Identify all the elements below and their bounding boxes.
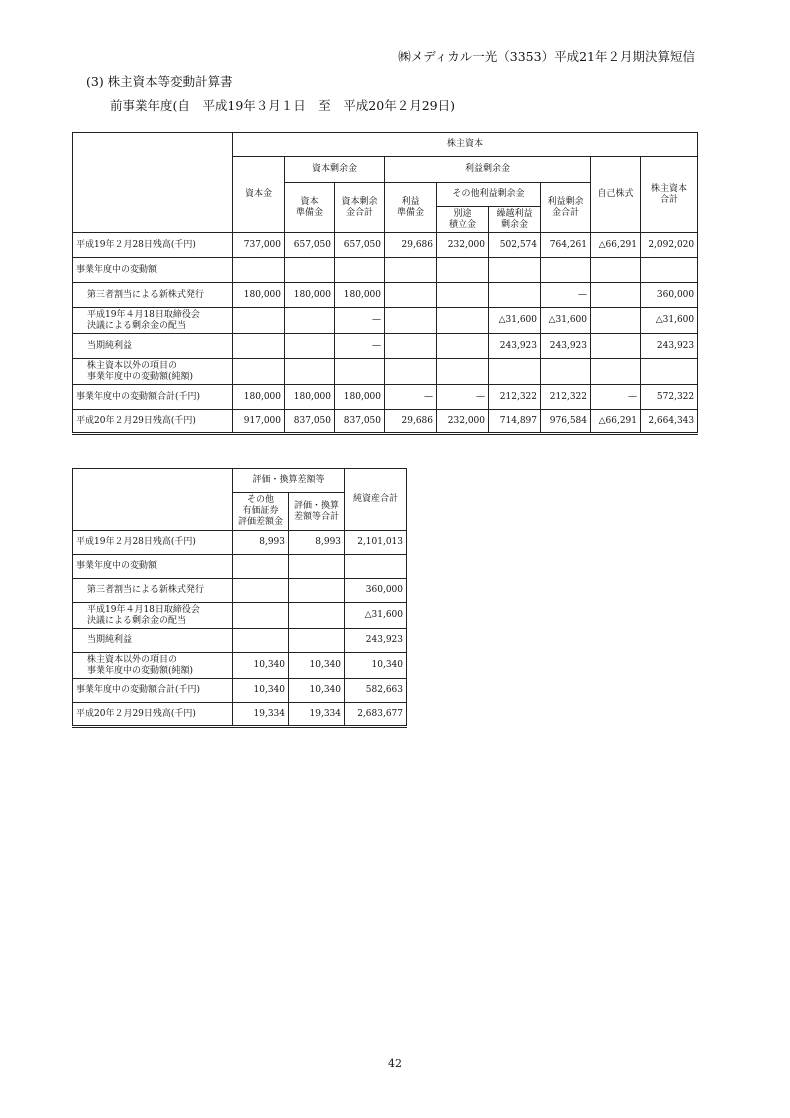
row-label: 事業年度中の変動額 xyxy=(73,555,233,579)
value-cell: 10,340 xyxy=(289,653,345,679)
retained-earnings-header: 利益剰余金 xyxy=(385,157,591,183)
value-cell xyxy=(233,308,285,334)
value-cell: 714,897 xyxy=(489,410,541,434)
table-row xyxy=(73,629,407,653)
table-row xyxy=(73,385,698,410)
value-cell: 180,000 xyxy=(285,283,335,308)
value-cell: 360,000 xyxy=(345,579,407,603)
value-cell: △66,291 xyxy=(591,233,641,258)
value-cell: 243,923 xyxy=(489,334,541,359)
value-cell: 243,923 xyxy=(345,629,407,653)
value-cell xyxy=(233,359,285,385)
value-cell xyxy=(541,258,591,283)
legal-reserve-header: 利益 準備金 xyxy=(385,183,437,233)
value-cell: 10,340 xyxy=(233,653,289,679)
value-cell: 657,050 xyxy=(335,233,385,258)
row-label: 平成20年２月29日残高(千円) xyxy=(73,703,233,727)
value-cell xyxy=(385,283,437,308)
value-cell: 360,000 xyxy=(641,283,698,308)
value-cell: 212,322 xyxy=(489,385,541,410)
value-cell: 2,101,013 xyxy=(345,531,407,555)
value-cell: 657,050 xyxy=(285,233,335,258)
value-cell xyxy=(285,334,335,359)
value-cell: 232,000 xyxy=(437,410,489,434)
value-cell xyxy=(289,603,345,629)
row-label: 当期純利益 xyxy=(73,629,233,653)
value-cell xyxy=(437,334,489,359)
value-cell: 2,092,020 xyxy=(641,233,698,258)
table-row xyxy=(73,334,698,359)
value-cell xyxy=(289,555,345,579)
value-cell: △31,600 xyxy=(489,308,541,334)
retained-total-header: 利益剰余 金合計 xyxy=(541,183,591,233)
company-header: ㈱メディカル一光（3353）平成21年２月期決算短信 xyxy=(398,49,695,64)
blank-corner-cell xyxy=(73,469,233,531)
row-label: 平成19年２月28日残高(千円) xyxy=(73,531,233,555)
value-cell xyxy=(641,359,698,385)
period-label: 前事業年度(自 平成19年３月１日 至 平成20年２月29日) xyxy=(110,98,455,113)
table-row xyxy=(73,679,407,703)
value-cell: 10,340 xyxy=(233,679,289,703)
row-label: 平成19年４月18日取締役会 決議による剰余金の配当 xyxy=(73,603,233,629)
value-cell xyxy=(285,258,335,283)
treasury-stock-header: 自己株式 xyxy=(591,157,641,233)
value-cell: 19,334 xyxy=(289,703,345,727)
value-cell: 180,000 xyxy=(335,385,385,410)
value-cell: 2,664,343 xyxy=(641,410,698,434)
value-cell xyxy=(437,258,489,283)
value-cell xyxy=(285,308,335,334)
value-cell xyxy=(591,359,641,385)
value-cell: △31,600 xyxy=(541,308,591,334)
value-cell: △31,600 xyxy=(641,308,698,334)
table-row xyxy=(73,283,698,308)
value-cell: 10,340 xyxy=(289,679,345,703)
value-cell: 502,574 xyxy=(489,233,541,258)
valuation-header: 評価・換算差額等 xyxy=(233,469,345,493)
value-cell: 212,322 xyxy=(541,385,591,410)
value-cell: 180,000 xyxy=(285,385,335,410)
value-cell xyxy=(591,283,641,308)
row-label: 平成19年４月18日取締役会 決議による剰余金の配当 xyxy=(73,308,233,334)
value-cell xyxy=(437,359,489,385)
value-cell xyxy=(345,555,407,579)
value-cell: 976,584 xyxy=(541,410,591,434)
table-row xyxy=(73,703,407,727)
value-cell: — xyxy=(591,385,641,410)
table-row xyxy=(73,579,407,603)
value-cell: 180,000 xyxy=(233,283,285,308)
value-cell: △66,291 xyxy=(591,410,641,434)
capital-reserve-header: 資本 準備金 xyxy=(285,183,335,233)
section-title: (3) 株主資本等変動計算書 xyxy=(86,74,233,89)
row-label: 当期純利益 xyxy=(73,334,233,359)
value-cell: 19,334 xyxy=(233,703,289,727)
other-securities-header: その他 有価証券 評価差額金 xyxy=(233,493,289,531)
value-cell: — xyxy=(335,334,385,359)
row-label: 平成20年２月29日残高(千円) xyxy=(73,410,233,434)
value-cell xyxy=(335,359,385,385)
row-label: 株主資本以外の項目の 事業年度中の変動額(純額) xyxy=(73,359,233,385)
value-cell xyxy=(285,359,335,385)
table-row xyxy=(73,258,698,283)
value-cell: 764,261 xyxy=(541,233,591,258)
value-cell: 232,000 xyxy=(437,233,489,258)
table-row xyxy=(73,555,407,579)
table-row xyxy=(73,308,698,334)
value-cell: 180,000 xyxy=(335,283,385,308)
value-cell xyxy=(489,258,541,283)
value-cell: 8,993 xyxy=(289,531,345,555)
value-cell: 243,923 xyxy=(541,334,591,359)
row-label: 第三者割当による新株式発行 xyxy=(73,579,233,603)
value-cell: △31,600 xyxy=(345,603,407,629)
row-label: 事業年度中の変動額合計(千円) xyxy=(73,385,233,410)
equity-changes-table xyxy=(72,132,698,435)
carried-forward-header: 繰越利益 剰余金 xyxy=(489,207,541,233)
value-cell xyxy=(289,579,345,603)
net-assets-total-header: 純資産合計 xyxy=(345,469,407,531)
value-cell: — xyxy=(541,283,591,308)
value-cell xyxy=(437,308,489,334)
value-cell: 243,923 xyxy=(641,334,698,359)
table-row xyxy=(73,531,407,555)
value-cell: 180,000 xyxy=(233,385,285,410)
value-cell xyxy=(335,258,385,283)
value-cell xyxy=(289,629,345,653)
value-cell xyxy=(437,283,489,308)
table-row xyxy=(73,233,698,258)
shareholders-equity-header: 株主資本 xyxy=(233,133,698,157)
value-cell: — xyxy=(335,308,385,334)
row-label: 第三者割当による新株式発行 xyxy=(73,283,233,308)
table-row xyxy=(73,653,407,679)
value-cell xyxy=(489,283,541,308)
value-cell xyxy=(489,359,541,385)
table-row xyxy=(73,410,698,434)
value-cell xyxy=(541,359,591,385)
general-reserve-header: 別途 積立金 xyxy=(437,207,489,233)
table-row xyxy=(73,359,698,385)
row-label: 事業年度中の変動額合計(千円) xyxy=(73,679,233,703)
value-cell: 837,050 xyxy=(335,410,385,434)
value-cell: 8,993 xyxy=(233,531,289,555)
value-cell xyxy=(233,579,289,603)
value-cell xyxy=(385,359,437,385)
value-cell: — xyxy=(437,385,489,410)
row-label: 株主資本以外の項目の 事業年度中の変動額(純額) xyxy=(73,653,233,679)
capital-surplus-total-header: 資本剰余 金合計 xyxy=(335,183,385,233)
value-cell xyxy=(233,555,289,579)
value-cell: 917,000 xyxy=(233,410,285,434)
other-retained-header: その他利益剰余金 xyxy=(437,183,541,207)
value-cell xyxy=(591,258,641,283)
table-row xyxy=(73,603,407,629)
value-cell xyxy=(233,629,289,653)
value-cell xyxy=(591,308,641,334)
value-cell: 29,686 xyxy=(385,233,437,258)
valuation-changes-table xyxy=(72,468,407,728)
value-cell xyxy=(233,603,289,629)
equity-total-header: 株主資本 合計 xyxy=(641,157,698,233)
capital-surplus-header: 資本剰余金 xyxy=(285,157,385,183)
value-cell: 737,000 xyxy=(233,233,285,258)
value-cell: 837,050 xyxy=(285,410,335,434)
value-cell xyxy=(233,334,285,359)
value-cell xyxy=(385,334,437,359)
value-cell: 572,322 xyxy=(641,385,698,410)
value-cell xyxy=(385,258,437,283)
value-cell: — xyxy=(385,385,437,410)
row-label: 事業年度中の変動額 xyxy=(73,258,233,283)
page-number: 42 xyxy=(388,1057,402,1070)
row-label: 平成19年２月28日残高(千円) xyxy=(73,233,233,258)
valuation-total-header: 評価・換算 差額等合計 xyxy=(289,493,345,531)
value-cell: 10,340 xyxy=(345,653,407,679)
capital-stock-header: 資本金 xyxy=(233,157,285,233)
value-cell xyxy=(641,258,698,283)
value-cell xyxy=(233,258,285,283)
value-cell xyxy=(385,308,437,334)
value-cell: 582,663 xyxy=(345,679,407,703)
value-cell xyxy=(591,334,641,359)
value-cell: 29,686 xyxy=(385,410,437,434)
value-cell: 2,683,677 xyxy=(345,703,407,727)
blank-corner-cell xyxy=(73,133,233,233)
